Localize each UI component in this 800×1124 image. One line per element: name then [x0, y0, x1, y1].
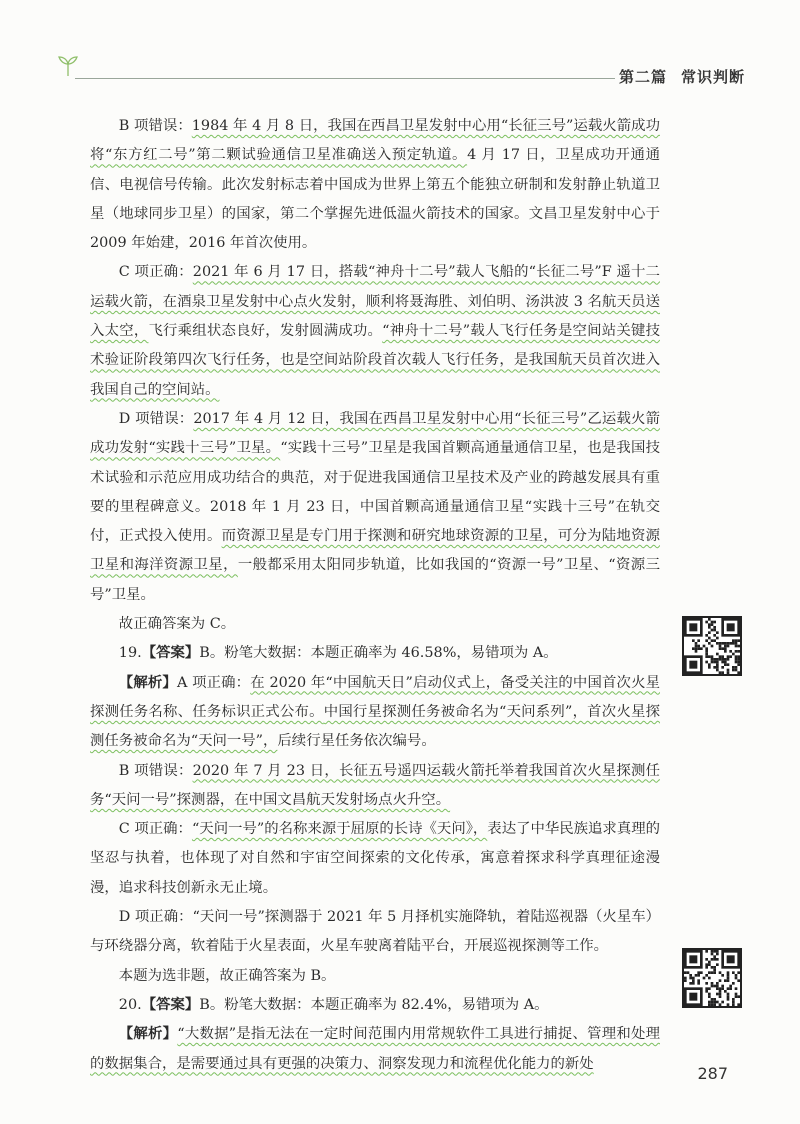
qr-module	[727, 993, 730, 996]
qr-module	[713, 666, 716, 669]
qr-module	[719, 655, 722, 658]
qr-module	[708, 987, 711, 990]
qr-module	[732, 642, 735, 645]
qr-module	[719, 642, 722, 645]
qr-module	[724, 658, 727, 661]
qr-code-icon[interactable]	[682, 616, 742, 676]
key-point: 2021 年 6 月 17 日，搭载“神舟十二号”载人飞船的“长征二号”F 遥十二运载火箭，在酒泉卫星发射中心点火发射，顺利将聂海胜、刘伯明、汤洪波 3 名航天员送入太空，	[90, 264, 660, 340]
qr-module	[695, 642, 698, 645]
key-point: 1984 年 4 月 8 日，我国在西昌卫星发射中心用“长征三号”运载火箭成功将“东方红二号”第二颗试验通信卫星准确送入预定轨道。	[90, 118, 660, 164]
paragraph-d-option	[90, 405, 660, 610]
qr-module	[732, 971, 735, 974]
chapter-title: 常识判断	[680, 68, 745, 86]
qr-module	[708, 971, 711, 974]
qr-module	[724, 661, 727, 664]
qr-module	[713, 1001, 716, 1004]
qr-module	[719, 987, 722, 990]
option-lead: C 项正确：	[118, 264, 193, 281]
qr-pattern	[684, 950, 740, 1006]
qr-module	[708, 977, 711, 980]
qr-module	[732, 669, 735, 672]
qr-module	[716, 963, 719, 966]
qr-module	[692, 979, 695, 982]
qr-module	[727, 987, 730, 990]
qr-module	[711, 655, 714, 658]
qr-module	[689, 982, 692, 985]
qr-module	[721, 985, 724, 988]
qr-finder	[727, 623, 735, 631]
qr-module	[732, 653, 735, 656]
qr-module	[719, 658, 722, 661]
qr-module	[705, 647, 708, 650]
qr-module	[716, 653, 719, 656]
qr-finder	[689, 955, 697, 963]
qr-module	[713, 998, 716, 1001]
qr-module	[721, 1001, 724, 1004]
qr-module	[708, 631, 711, 634]
qr-module	[727, 995, 730, 998]
qr-module	[713, 969, 716, 972]
qr-module	[705, 982, 708, 985]
qr-module	[711, 621, 714, 624]
qr-module	[716, 669, 719, 672]
body-text: 表达了中华民族追求真理的坚忍与执着，也体现了对自然和宇宙空间探索的文化传承，寓意着探求科学真理征途漫漫，追求科技创新永无止境。	[90, 821, 660, 896]
qr-module	[716, 637, 719, 640]
qr-module	[727, 663, 730, 666]
qr-module	[719, 993, 722, 996]
qr-module	[727, 671, 730, 674]
qr-module	[687, 971, 690, 974]
qr-module	[719, 647, 722, 650]
qr-module	[695, 645, 698, 648]
qr-module	[737, 645, 740, 648]
question-20-analysis	[90, 1020, 660, 1079]
key-point: “天问一号”的名称来源于屈原的长诗《天问》，	[191, 821, 488, 838]
qr-module	[705, 655, 708, 658]
qr-module	[727, 645, 730, 648]
running-header	[55, 52, 745, 92]
qr-module	[724, 642, 727, 645]
qr-module	[737, 971, 740, 974]
qr-module	[716, 661, 719, 664]
qr-module	[735, 995, 738, 998]
qr-module	[697, 645, 700, 648]
qr-module	[719, 645, 722, 648]
qr-module	[735, 987, 738, 990]
header-rule	[75, 78, 615, 79]
qr-module	[713, 950, 716, 953]
qr-module	[708, 626, 711, 629]
qr-module	[732, 1001, 735, 1004]
qr-module	[716, 950, 719, 953]
qr-module	[732, 639, 735, 642]
qr-module	[719, 671, 722, 674]
qr-module	[735, 669, 738, 672]
qr-module	[711, 985, 714, 988]
qr-module	[713, 966, 716, 969]
qr-module	[705, 966, 708, 969]
qr-module	[727, 971, 730, 974]
qr-module	[711, 958, 714, 961]
qr-module	[705, 661, 708, 664]
qr-module	[705, 987, 708, 990]
qr-module	[692, 647, 695, 650]
qr-module	[724, 663, 727, 666]
option-lead: B 项错误：	[118, 762, 193, 779]
qr-module	[711, 629, 714, 632]
qr-module	[735, 639, 738, 642]
qr-module	[711, 982, 714, 985]
qr-module	[735, 655, 738, 658]
qr-finder	[689, 661, 697, 669]
qr-module	[697, 639, 700, 642]
qr-module	[716, 642, 719, 645]
qr-module	[705, 650, 708, 653]
qr-module	[721, 661, 724, 664]
qr-module	[697, 974, 700, 977]
qr-module	[716, 631, 719, 634]
qr-module	[724, 650, 727, 653]
qr-module	[737, 995, 740, 998]
leaf-icon	[57, 54, 79, 78]
qr-module	[735, 650, 738, 653]
qr-module	[711, 1001, 714, 1004]
qr-module	[700, 647, 703, 650]
qr-module	[695, 650, 698, 653]
qr-module	[735, 645, 738, 648]
qr-module	[705, 621, 708, 624]
qr-module	[732, 666, 735, 669]
qr-module	[692, 977, 695, 980]
qr-module	[711, 1003, 714, 1006]
qr-module	[727, 658, 730, 661]
answer-text: B。粉笔大数据：本题正确率为 46.58%，易错项为 A。	[199, 645, 558, 662]
body-text: 4 月 17 日，卫星成功开通通信、电视信号传输。此次发射标志着中国成为世界上第五个能独立研制和发射静止轨道卫星（地球同步卫星）的国家，第二个掌握先进低温火箭技术的国家。文昌卫星发射中心于 2009 年始建，2016 年首次使用。	[90, 147, 660, 252]
qr-module	[735, 658, 738, 661]
answer-label: 【答案】	[141, 996, 200, 1013]
option-lead: A 项正确：	[176, 674, 251, 691]
question-20-answer	[90, 991, 660, 1020]
qr-module	[716, 658, 719, 661]
qr-module	[721, 666, 724, 669]
qr-module	[737, 1003, 740, 1006]
answer-conclusion: 故正确答案为 C。	[118, 616, 236, 633]
qr-module	[708, 655, 711, 658]
key-point: “大数据”是指无法在一定时间范围内用常规软件工具进行捕捉、管理和处理的数据集合，是需要通过具有更强的决策力、洞察发现力和流程优化能力的新处	[90, 1026, 660, 1072]
qr-module	[727, 1003, 730, 1006]
answer-conclusion-19: 本题为选非题，故正确答案为 B。	[118, 967, 336, 984]
option-lead: C 项正确：	[118, 821, 192, 838]
page-number: 287	[697, 1064, 728, 1083]
qr-module	[716, 666, 719, 669]
qr-module	[727, 642, 730, 645]
qr-module	[729, 987, 732, 990]
qr-module	[692, 982, 695, 985]
key-point: “神舟十二号”载人飞行任务是空间站关键技术验证阶段第四次飞行任务，也是空间站阶段首次载人飞行任务，是我国航天员首次进入我国自己的空间站。	[90, 323, 660, 398]
body-text: 后续行星任务依次编号。	[277, 733, 436, 750]
qr-module	[713, 626, 716, 629]
option-lead: D 项错误：	[118, 410, 194, 427]
qr-module	[737, 671, 740, 674]
qr-finder	[727, 955, 735, 963]
qr-module	[689, 974, 692, 977]
qr-module	[716, 987, 719, 990]
qr-module	[711, 661, 714, 664]
qr-module	[684, 979, 687, 982]
qr-module	[713, 661, 716, 664]
qr-module	[735, 666, 738, 669]
qr-module	[713, 958, 716, 961]
qr-module	[711, 966, 714, 969]
qr-module	[708, 1003, 711, 1006]
qr-module	[708, 642, 711, 645]
qr-module	[713, 1003, 716, 1006]
qr-module	[711, 953, 714, 956]
qr-module	[727, 669, 730, 672]
key-point: 在 2020 年“中国航天日”启动仪式上，备受关注的中国首次火星探测任务名称、任务标识正式公布。	[90, 674, 660, 720]
key-point: 2017 年 4 月 12 日，我国在西昌卫星发射中心用“长征三号”乙运载火箭成功发射“实践十三号”卫星。	[90, 410, 660, 457]
qr-module	[708, 618, 711, 621]
qr-module	[705, 639, 708, 642]
answer-label: 【答案】	[141, 645, 200, 662]
qr-module	[729, 655, 732, 658]
qr-module	[684, 971, 687, 974]
qr-module	[724, 979, 727, 982]
qr-module	[719, 1003, 722, 1006]
qr-module	[713, 971, 716, 974]
qr-module	[716, 982, 719, 985]
qr-module	[737, 655, 740, 658]
qr-module	[735, 993, 738, 996]
qr-module	[713, 658, 716, 661]
body-text: D 项正确：“天问一号”探测器于 2021 年 5 月择机实施降轨，着陆巡视器（火星车）与环绕器分离，软着陆于火星表面，火星车驶离着陆平台，开展巡视探测等工作。	[90, 909, 660, 955]
analysis-label: 【解析】	[118, 674, 177, 691]
qr-module	[705, 974, 708, 977]
qr-module	[713, 634, 716, 637]
qr-module	[737, 661, 740, 664]
qr-module	[713, 621, 716, 624]
paragraph-d-option-19	[90, 903, 660, 962]
qr-module	[708, 623, 711, 626]
question-number: 19.	[118, 645, 142, 662]
qr-module	[716, 1001, 719, 1004]
qr-module	[737, 979, 740, 982]
qr-module	[708, 637, 711, 640]
qr-module	[721, 647, 724, 650]
qr-module	[708, 663, 711, 666]
qr-module	[711, 658, 714, 661]
qr-module	[727, 979, 730, 982]
qr-module	[719, 990, 722, 993]
qr-module	[721, 671, 724, 674]
qr-module	[689, 977, 692, 980]
qr-module	[703, 645, 706, 648]
qr-module	[705, 990, 708, 993]
qr-module	[721, 987, 724, 990]
option-lead: B 项错误：	[118, 118, 192, 134]
qr-module	[729, 650, 732, 653]
qr-module	[697, 647, 700, 650]
qr-module	[735, 974, 738, 977]
qr-module	[695, 974, 698, 977]
qr-module	[732, 982, 735, 985]
qr-module	[705, 958, 708, 961]
qr-module	[737, 658, 740, 661]
qr-module	[711, 971, 714, 974]
key-point: 中国行星探测任务被命名为“天问系列”，首次火星探测任务被命名为“天问一号”，	[90, 703, 660, 750]
qr-module	[711, 623, 714, 626]
qr-module	[705, 634, 708, 637]
qr-module	[705, 653, 708, 656]
qr-module	[708, 993, 711, 996]
qr-module	[727, 998, 730, 1001]
qr-module	[705, 963, 708, 966]
qr-module	[697, 971, 700, 974]
qr-module	[711, 950, 714, 953]
qr-module	[721, 642, 724, 645]
qr-module	[711, 639, 714, 642]
qr-module	[708, 961, 711, 964]
qr-module	[732, 998, 735, 1001]
qr-module	[729, 985, 732, 988]
page-body	[90, 112, 660, 1079]
qr-module	[716, 985, 719, 988]
paragraph-b-option-19	[90, 757, 660, 816]
qr-module	[732, 1003, 735, 1006]
key-point: 2020 年 7 月 23 日，长征五号遥四运载火箭托举着我国首次火星探测任务“天问一号”探测器，在中国文昌航天发射场点火升空。	[90, 762, 660, 808]
qr-module	[692, 639, 695, 642]
paragraph-c-option	[90, 258, 660, 404]
section-title	[619, 66, 745, 87]
qr-module	[700, 971, 703, 974]
qr-module	[721, 974, 724, 977]
qr-code-icon[interactable]	[682, 948, 742, 1008]
qr-module	[708, 1001, 711, 1004]
qr-module	[735, 661, 738, 664]
qr-module	[711, 645, 714, 648]
qr-pattern	[684, 618, 740, 674]
qr-module	[708, 963, 711, 966]
qr-module	[703, 977, 706, 980]
qr-module	[713, 639, 716, 642]
qr-module	[719, 995, 722, 998]
qr-module	[724, 647, 727, 650]
qr-module	[708, 995, 711, 998]
qr-module	[724, 645, 727, 648]
body-text: “实践十三号”卫星是我国首颗高通量通信卫星，也是我国技术试验和示范应用成功结合的典范，对于促进我国通信卫星技术及产业的跨越发展具有重要的里程碑意义。2018 年 1 月 23 日，中国首颗高通量通信卫星“实践十三号”在轨交付，正式投入使用。	[90, 440, 661, 545]
analysis-label: 【解析】	[118, 1026, 178, 1043]
body-text: 一般都采用太阳同步轨道，比如我国的“资源一号”卫星、“资源三号”卫星。	[90, 557, 660, 603]
answer-text: B。粉笔大数据：本题正确率为 82.4%，易错项为 A。	[199, 996, 549, 1013]
qr-module	[684, 977, 687, 980]
qr-module	[735, 977, 738, 980]
qr-module	[716, 953, 719, 956]
qr-module	[697, 979, 700, 982]
qr-module	[729, 642, 732, 645]
qr-module	[716, 663, 719, 666]
qr-finder	[689, 993, 697, 1001]
qr-module	[724, 990, 727, 993]
qr-module	[719, 979, 722, 982]
qr-finder	[689, 623, 697, 631]
qr-module	[695, 647, 698, 650]
question-19-analysis	[90, 669, 660, 757]
qr-module	[697, 982, 700, 985]
qr-module	[713, 629, 716, 632]
body-text: 飞行乘组状态良好，发射圆满成功。	[148, 323, 383, 340]
key-point: 而资源卫星是专门用于探测和研究地球资源的卫星，可分为陆地资源卫星和海洋资源卫星，	[90, 528, 660, 574]
qr-module	[735, 642, 738, 645]
part-title: 第二篇	[618, 68, 667, 86]
qr-module	[721, 658, 724, 661]
qr-module	[713, 985, 716, 988]
qr-module	[721, 655, 724, 658]
qr-module	[727, 655, 730, 658]
question-19-answer	[90, 639, 660, 668]
qr-module	[737, 650, 740, 653]
qr-module	[716, 958, 719, 961]
paragraph-b-option	[90, 112, 660, 258]
qr-module	[719, 971, 722, 974]
qr-module	[737, 663, 740, 666]
qr-module	[727, 974, 730, 977]
qr-module	[705, 950, 708, 953]
qr-module	[737, 639, 740, 642]
paragraph-c-option-19	[90, 815, 660, 903]
qr-module	[711, 998, 714, 1001]
question-number: 20.	[118, 996, 142, 1013]
qr-module	[708, 666, 711, 669]
qr-module	[713, 955, 716, 958]
qr-module	[727, 977, 730, 980]
qr-module	[716, 993, 719, 996]
